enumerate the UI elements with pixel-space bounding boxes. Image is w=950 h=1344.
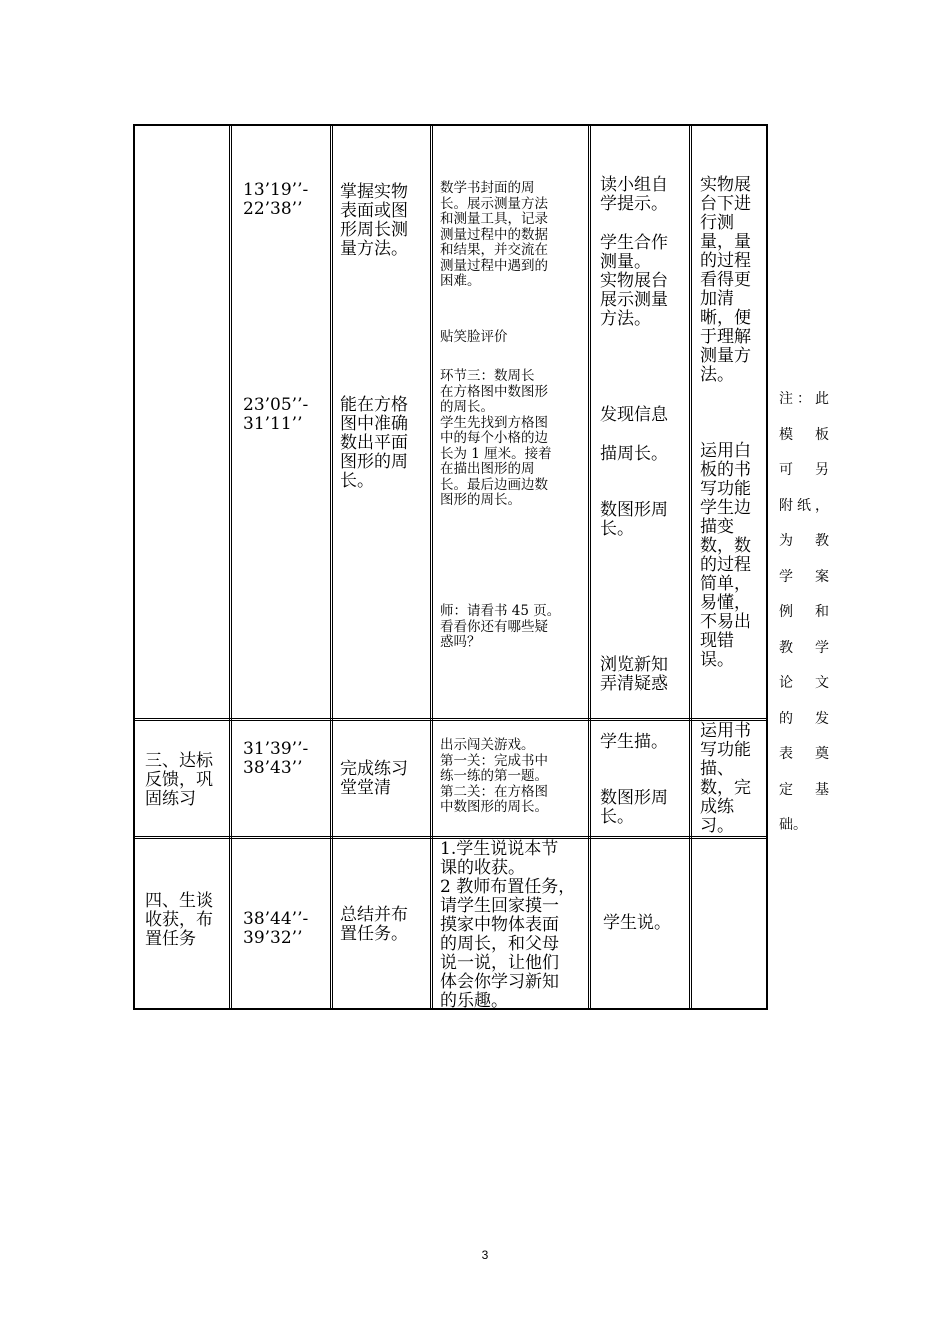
time-cell: 38’44’’- 39’32’’	[243, 909, 309, 948]
student-activity-cell: 学生描。	[600, 732, 668, 752]
time-cell: 23’05’’- 31’11’’	[243, 395, 309, 434]
student-activity-cell: 浏览新知 弄清疑惑	[600, 655, 668, 694]
side-note-line: 表 奠	[779, 746, 829, 762]
side-note-line: 可 另	[779, 462, 829, 478]
side-note-line: 教 学	[779, 639, 829, 656]
lesson-plan-table	[133, 124, 768, 1010]
student-activity-cell: 学生说。	[603, 913, 671, 933]
stage-cell: 三、达标 反馈，巩 固练习	[145, 751, 213, 809]
stage-cell: 四、生谈 收获，布 置任务	[145, 891, 213, 949]
page-number: 3	[481, 1248, 489, 1262]
side-note-line: 例 和	[779, 604, 829, 620]
student-activity-cell: 描周长。	[600, 444, 668, 464]
column-divider	[330, 126, 333, 1008]
media-cell: 运用书 写功能 描、 数，完 成练 习。	[700, 721, 751, 836]
column-divider	[430, 126, 433, 1008]
goal-cell: 总结并布 置任务。	[340, 905, 408, 944]
student-activity-cell: 数图形周 长。	[600, 500, 668, 539]
side-note-line: 定 基	[779, 781, 829, 798]
teacher-activity-cell: 师：请看书 45 页。 看看你还有哪些疑 惑吗？	[440, 603, 561, 650]
teacher-activity-cell: 环节三：数周长 在方格图中数图形 的周长。 学生先找到方格图 中的每个小格的边 长为 1 厘米。接着 在描出图形的周 长。最后边画边数 图形的周长。	[440, 368, 552, 508]
media-cell: 运用白 板的书 写功能 学生边 描变 数，数 的过程 简单， 易懂， 不易出 现错 误。	[700, 441, 751, 670]
side-note	[779, 382, 829, 844]
teacher-activity-cell: 数学书封面的周 长。展示测量方法 和测量工具，记录 测量过程中的数据 和结果，并交流在 测量过程中遇到的 困难。	[440, 180, 548, 289]
teacher-activity-cell: 贴笑脸评价	[440, 329, 508, 345]
side-note-line: 为 教	[779, 533, 829, 549]
student-activity-cell: 读小组自 学提示。	[600, 175, 668, 214]
side-note-line: 注：此	[779, 391, 829, 407]
side-note-line: 的 发	[779, 710, 829, 727]
goal-cell: 掌握实物 表面或图 形周长测 量方法。	[340, 182, 408, 259]
column-divider	[229, 126, 232, 1008]
side-note-line: 学 案	[779, 568, 829, 585]
teacher-activity-cell: 出示闯关游戏。 第一关：完成书中 练一练的第一题。 第二关：在方格图 中数图形的周长。	[440, 737, 548, 815]
time-cell: 13’19’’- 22’38’’	[243, 180, 309, 219]
student-activity-cell: 发现信息	[600, 405, 668, 425]
column-divider	[689, 126, 692, 1008]
row-divider	[135, 718, 766, 721]
side-note-line: 模 板	[779, 426, 829, 443]
media-cell: 实物展 台下进 行测 量，量 的过程 看得更 加清 晰，便 于理解 测量方 法。	[700, 175, 751, 385]
teacher-activity-cell: 1.学生说说本节 课的收获。 2 教师布置任务， 请学生回家摸一 摸家中物体表面 的周长，和父母 说一说，让他们 体会你学习新知 的乐趣。	[440, 839, 576, 1011]
goal-cell: 能在方格 图中准确 数出平面 图形的周 长。	[340, 395, 408, 491]
goal-cell: 完成练习 堂堂清	[340, 759, 408, 798]
side-note-line: 论 文	[779, 675, 829, 691]
side-note-line: 础。	[779, 817, 807, 833]
student-activity-cell: 学生合作 测量。 实物展台 展示测量 方法。	[600, 233, 668, 329]
student-activity-cell: 数图形周 长。	[600, 788, 668, 827]
side-note-line: 附纸，	[779, 497, 829, 514]
time-cell: 31’39’’- 38’43’’	[243, 739, 309, 778]
